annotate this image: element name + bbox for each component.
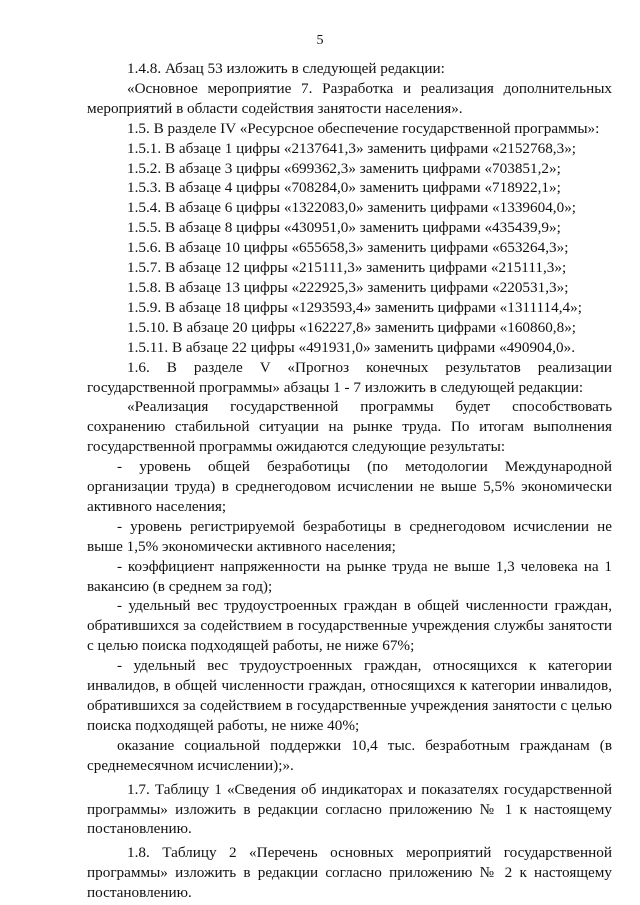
list-item: 1.5.4. В абзаце 6 цифры «1322083,0» заменить цифрами «1339604,0»; <box>127 199 577 217</box>
result-tension-coefficient: - коэффициент напряженности на рынке труда не выше 1,3 человека на 1 вакансию (в среднем за год); <box>87 557 612 595</box>
paragraph-program-implementation: «Реализация государственной программы будет способствовать сохранению стабильной ситуации на рынке труда. По итогам выполнения государственной программы ожидаются следующие результаты: <box>87 398 612 456</box>
paragraph-1-6: 1.6. В разделе V «Прогноз конечных результатов реализации государственной программы» абзацы 1 - 7 изложить в следующей редакции: <box>87 358 612 396</box>
amendments-list-1-5 <box>87 139 612 358</box>
list-item: 1.5.5. В абзаце 8 цифры «430951,0» заменить цифрами «435439,9»; <box>127 219 561 237</box>
paragraph-main-activity-7: «Основное мероприятие 7. Разработка и реализация дополнительных мероприятий в области содействия занятости населения». <box>87 79 612 117</box>
list-item: 1.5.2. В абзаце 3 цифры «699362,3» заменить цифрами «703851,2»; <box>127 159 561 177</box>
list-item: 1.5.1. В абзаце 1 цифры «2137641,3» заменить цифрами «2152768,3»; <box>127 139 577 157</box>
list-item: 1.5.3. В абзаце 4 цифры «708284,0» заменить цифрами «718922,1»; <box>127 179 561 197</box>
list-item: 1.5.11. В абзаце 22 цифры «491931,0» заменить цифрами «490904,0». <box>127 338 576 356</box>
paragraph-1-8: 1.8. Таблицу 2 «Перечень основных мероприятий государственной программы» изложить в редакции согласно приложению № 2 к настоящему постановлению. <box>87 844 612 902</box>
result-unemployment-registered: - уровень регистрируемой безработицы в среднегодовом исчислении не выше 1,5% экономически активного населения; <box>87 517 612 555</box>
page-number: 5 <box>316 33 324 48</box>
paragraph-1-4-8: 1.4.8. Абзац 53 изложить в следующей редакции: <box>127 60 445 77</box>
list-item: 1.5.10. В абзаце 20 цифры «162227,8» заменить цифрами «160860,8»; <box>127 318 577 336</box>
list-item: 1.5.9. В абзаце 18 цифры «1293593,4» заменить цифрами «1311114,4»; <box>127 298 582 316</box>
result-unemployment-general: - уровень общей безработицы (по методологии Международной организации труда) в среднегодовом исчислении не выше 5,5% экономически активного населения; <box>87 458 612 515</box>
result-social-support: оказание социальной поддержки 10,4 тыс. безработным гражданам (в среднемесячном исчислении);». <box>87 736 612 774</box>
list-item: 1.5.6. В абзаце 10 цифры «655658,3» заменить цифрами «653264,3»; <box>127 239 569 257</box>
result-employed-disabled-share: - удельный вес трудоустроенных граждан, относящихся к категории инвалидов, в общей численности граждан, относящихся к категории инвалидов, обратившихся за содействием в государственные учреждения занятости с целью поиска подходящей работы, не ниже 40%; <box>87 657 612 734</box>
result-employed-share: - удельный вес трудоустроенных граждан в общей численности граждан, обратившихся за содействием в государственные учреждения службы занятости с целью поиска подходящей работы, не ниже 67%; <box>87 597 612 655</box>
list-item: 1.5.7. В абзаце 12 цифры «215111,3» заменить цифрами «215111,3»; <box>127 259 567 277</box>
paragraph-1-7: 1.7. Таблицу 1 «Сведения об индикаторах и показателях государственной программы» изложить в редакции согласно приложению № 1 к настоящему постановлению. <box>87 780 612 838</box>
list-item: 1.5.8. В абзаце 13 цифры «222925,3» заменить цифрами «220531,3»; <box>127 278 569 296</box>
paragraph-1-5: 1.5. В разделе IV «Ресурсное обеспечение государственной программы»: <box>127 119 600 137</box>
document-body <box>87 59 612 903</box>
